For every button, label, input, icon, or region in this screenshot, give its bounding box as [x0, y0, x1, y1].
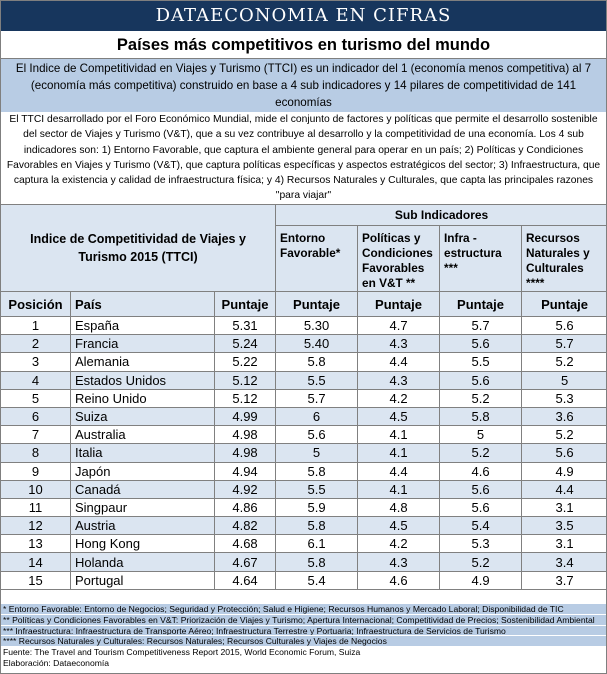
sub-col-entorno: Entorno Favorable*: [276, 226, 358, 292]
cell-entorno-score: 5.8: [276, 553, 358, 571]
cell-country: Holanda: [71, 553, 215, 571]
cell-infra-score: 5.3: [440, 535, 522, 553]
footnote-2: ** Políticas y Condiciones Favorables en V&T: Priorización de Viajes y Turismo; Apertura Internacional; Competitividad de Precios; Sostenibilidad Ambiental: [0, 615, 607, 626]
cell-ttci-score: 5.12: [215, 371, 276, 389]
cell-recursos-score: 3.1: [522, 535, 607, 553]
cell-entorno-score: 5.30: [276, 317, 358, 335]
cell-entorno-score: 5: [276, 444, 358, 462]
cell-ttci-score: 4.82: [215, 517, 276, 535]
cell-recursos-score: 5.7: [522, 335, 607, 353]
cell-ttci-score: 4.67: [215, 553, 276, 571]
cell-position: 11: [1, 498, 71, 516]
table-row: [1, 353, 607, 371]
cell-entorno-score: 6: [276, 407, 358, 425]
cell-country: Italia: [71, 444, 215, 462]
cell-position: 14: [1, 553, 71, 571]
cell-infra-score: 5.8: [440, 407, 522, 425]
col-header-politicas-score: Puntaje: [358, 292, 440, 317]
cell-infra-score: 5.5: [440, 353, 522, 371]
cell-infra-score: 5.2: [440, 553, 522, 571]
cell-politicas-score: 4.3: [358, 553, 440, 571]
col-header-country: País: [71, 292, 215, 317]
intro-text: El Indice de Competitividad en Viajes y Turismo (TTCI) es un indicador del 1 (economía menos competitiva) al 7 (economía más competitiva) construido en base a 4 sub indicadores y 14 pilares de competitividad de 141 economías: [0, 59, 607, 112]
cell-country: Canadá: [71, 480, 215, 498]
cell-country: Suiza: [71, 407, 215, 425]
ttci-title: Indice de Competitividad de Viajes y Turismo 2015 (TTCI): [1, 205, 276, 292]
table-row: [1, 407, 607, 425]
cell-entorno-score: 5.6: [276, 426, 358, 444]
cell-recursos-score: 3.5: [522, 517, 607, 535]
cell-infra-score: 5.6: [440, 498, 522, 516]
cell-politicas-score: 4.1: [358, 444, 440, 462]
cell-position: 15: [1, 571, 71, 589]
page-title: Países más competitivos en turismo del mundo: [0, 31, 607, 59]
table-row: [1, 317, 607, 335]
col-header-position: Posición: [1, 292, 71, 317]
cell-infra-score: 5.4: [440, 517, 522, 535]
cell-politicas-score: 4.5: [358, 407, 440, 425]
cell-country: Austria: [71, 517, 215, 535]
cell-country: Portugal: [71, 571, 215, 589]
table-row: [1, 498, 607, 516]
cell-entorno-score: 5.40: [276, 335, 358, 353]
cell-infra-score: 4.9: [440, 571, 522, 589]
col-header-infra-score: Puntaje: [440, 292, 522, 317]
cell-ttci-score: 5.24: [215, 335, 276, 353]
column-header-row: [1, 292, 607, 317]
cell-recursos-score: 3.1: [522, 498, 607, 516]
cell-position: 7: [1, 426, 71, 444]
cell-ttci-score: 4.86: [215, 498, 276, 516]
cell-recursos-score: 3.7: [522, 571, 607, 589]
cell-infra-score: 5.7: [440, 317, 522, 335]
cell-country: Australia: [71, 426, 215, 444]
cell-ttci-score: 4.92: [215, 480, 276, 498]
cell-ttci-score: 4.64: [215, 571, 276, 589]
footnote-1: * Entorno Favorable: Entorno de Negocios; Seguridad y Protección; Salud e Higiene; Recursos Humanos y Mercado Laboral; Disponibilidad de TIC: [0, 604, 607, 615]
cell-politicas-score: 4.2: [358, 535, 440, 553]
cell-entorno-score: 5.7: [276, 389, 358, 407]
cell-country: Francia: [71, 335, 215, 353]
cell-country: España: [71, 317, 215, 335]
cell-entorno-score: 6.1: [276, 535, 358, 553]
cell-politicas-score: 4.7: [358, 317, 440, 335]
cell-entorno-score: 5.8: [276, 462, 358, 480]
cell-ttci-score: 5.12: [215, 389, 276, 407]
cell-infra-score: 5.6: [440, 335, 522, 353]
cell-country: Alemania: [71, 353, 215, 371]
cell-ttci-score: 4.98: [215, 426, 276, 444]
cell-position: 12: [1, 517, 71, 535]
footnote-6: Elaboración: Dataeconomía: [0, 658, 607, 669]
cell-politicas-score: 4.4: [358, 353, 440, 371]
cell-ttci-score: 5.31: [215, 317, 276, 335]
cell-infra-score: 5.6: [440, 371, 522, 389]
footnotes: [0, 604, 607, 669]
table-row: [1, 553, 607, 571]
cell-ttci-score: 5.22: [215, 353, 276, 371]
col-header-entorno-score: Puntaje: [276, 292, 358, 317]
col-header-recursos-score: Puntaje: [522, 292, 607, 317]
cell-politicas-score: 4.1: [358, 480, 440, 498]
cell-country: Reino Unido: [71, 389, 215, 407]
table-row: [1, 389, 607, 407]
cell-position: 2: [1, 335, 71, 353]
cell-recursos-score: 4.9: [522, 462, 607, 480]
cell-recursos-score: 4.4: [522, 480, 607, 498]
cell-entorno-score: 5.8: [276, 353, 358, 371]
cell-entorno-score: 5.9: [276, 498, 358, 516]
cell-entorno-score: 5.4: [276, 571, 358, 589]
footnote-3: *** Infraestructura: Infraestructura de Transporte Aéreo; Infraestructura Terrestre y Portuaria; Infraestructura de Servicios de Turismo: [0, 626, 607, 637]
footnote-4: **** Recursos Naturales y Culturales: Recursos Naturales; Recursos Culturales y Viajes de Negocios: [0, 636, 607, 647]
cell-recursos-score: 5.6: [522, 317, 607, 335]
table-row: [1, 462, 607, 480]
cell-position: 10: [1, 480, 71, 498]
cell-country: Japón: [71, 462, 215, 480]
cell-position: 9: [1, 462, 71, 480]
cell-position: 4: [1, 371, 71, 389]
cell-politicas-score: 4.6: [358, 571, 440, 589]
banner-title: DATAECONOMIA EN CIFRAS: [0, 0, 607, 31]
cell-recursos-score: 3.4: [522, 553, 607, 571]
sub-indicators-header: Sub Indicadores: [276, 205, 607, 226]
cell-position: 6: [1, 407, 71, 425]
sub-col-politicas: Políticas y Condiciones Favorables en V&T **: [358, 226, 440, 292]
cell-position: 13: [1, 535, 71, 553]
cell-ttci-score: 4.99: [215, 407, 276, 425]
cell-country: Singpaur: [71, 498, 215, 516]
cell-recursos-score: 3.6: [522, 407, 607, 425]
cell-position: 8: [1, 444, 71, 462]
cell-entorno-score: 5.5: [276, 371, 358, 389]
cell-ttci-score: 4.68: [215, 535, 276, 553]
cell-infra-score: 4.6: [440, 462, 522, 480]
cell-politicas-score: 4.3: [358, 371, 440, 389]
table-row: [1, 335, 607, 353]
cell-infra-score: 5.2: [440, 389, 522, 407]
footnote-5: Fuente: The Travel and Tourism Competitiveness Report 2015, World Economic Forum, Suiza: [0, 647, 607, 658]
cell-recursos-score: 5.6: [522, 444, 607, 462]
cell-entorno-score: 5.5: [276, 480, 358, 498]
col-header-ttci-score: Puntaje: [215, 292, 276, 317]
cell-ttci-score: 4.98: [215, 444, 276, 462]
cell-position: 5: [1, 389, 71, 407]
cell-infra-score: 5.2: [440, 444, 522, 462]
sub-col-infraestructura: Infra - estructura ***: [440, 226, 522, 292]
cell-infra-score: 5.6: [440, 480, 522, 498]
table-row: [1, 426, 607, 444]
cell-entorno-score: 5.8: [276, 517, 358, 535]
cell-politicas-score: 4.4: [358, 462, 440, 480]
table-row: [1, 535, 607, 553]
table-row: [1, 517, 607, 535]
cell-politicas-score: 4.2: [358, 389, 440, 407]
cell-politicas-score: 4.8: [358, 498, 440, 516]
table-row: [1, 571, 607, 589]
sub-col-recursos: Recursos Naturales y Culturales ****: [522, 226, 607, 292]
cell-infra-score: 5: [440, 426, 522, 444]
table-row: [1, 444, 607, 462]
cell-recursos-score: 5.2: [522, 353, 607, 371]
cell-politicas-score: 4.3: [358, 335, 440, 353]
cell-politicas-score: 4.1: [358, 426, 440, 444]
cell-recursos-score: 5.2: [522, 426, 607, 444]
cell-recursos-score: 5.3: [522, 389, 607, 407]
cell-politicas-score: 4.5: [358, 517, 440, 535]
cell-country: Hong Kong: [71, 535, 215, 553]
ranking-table: [0, 204, 607, 590]
cell-recursos-score: 5: [522, 371, 607, 389]
description-text: El TTCI desarrollado por el Foro Económico Mundial, mide el conjunto de factores y políticas que permite el desarrollo sostenible del sector de Viajes y Turismo (V&T), que a su vez contribuye al desarrollo y la competitividad de una economía. Los 4 sub indicadores son: 1) Entorno Favorable, que captura el ambiente general para operar en un país; 2) Políticas y Condiciones Favorables en Viajes y Turismo (V&T), que captura políticas específicas y aspectos estratégicos del sector; 3) Infraestructura, que captura la existencia y calidad de infraestructura física; y 4) Recursos Naturales y Culturales, que capta las principales razones "para viajar": [0, 112, 607, 204]
table-row: [1, 371, 607, 389]
cell-country: Estados Unidos: [71, 371, 215, 389]
cell-position: 1: [1, 317, 71, 335]
table-row: [1, 480, 607, 498]
cell-position: 3: [1, 353, 71, 371]
cell-ttci-score: 4.94: [215, 462, 276, 480]
